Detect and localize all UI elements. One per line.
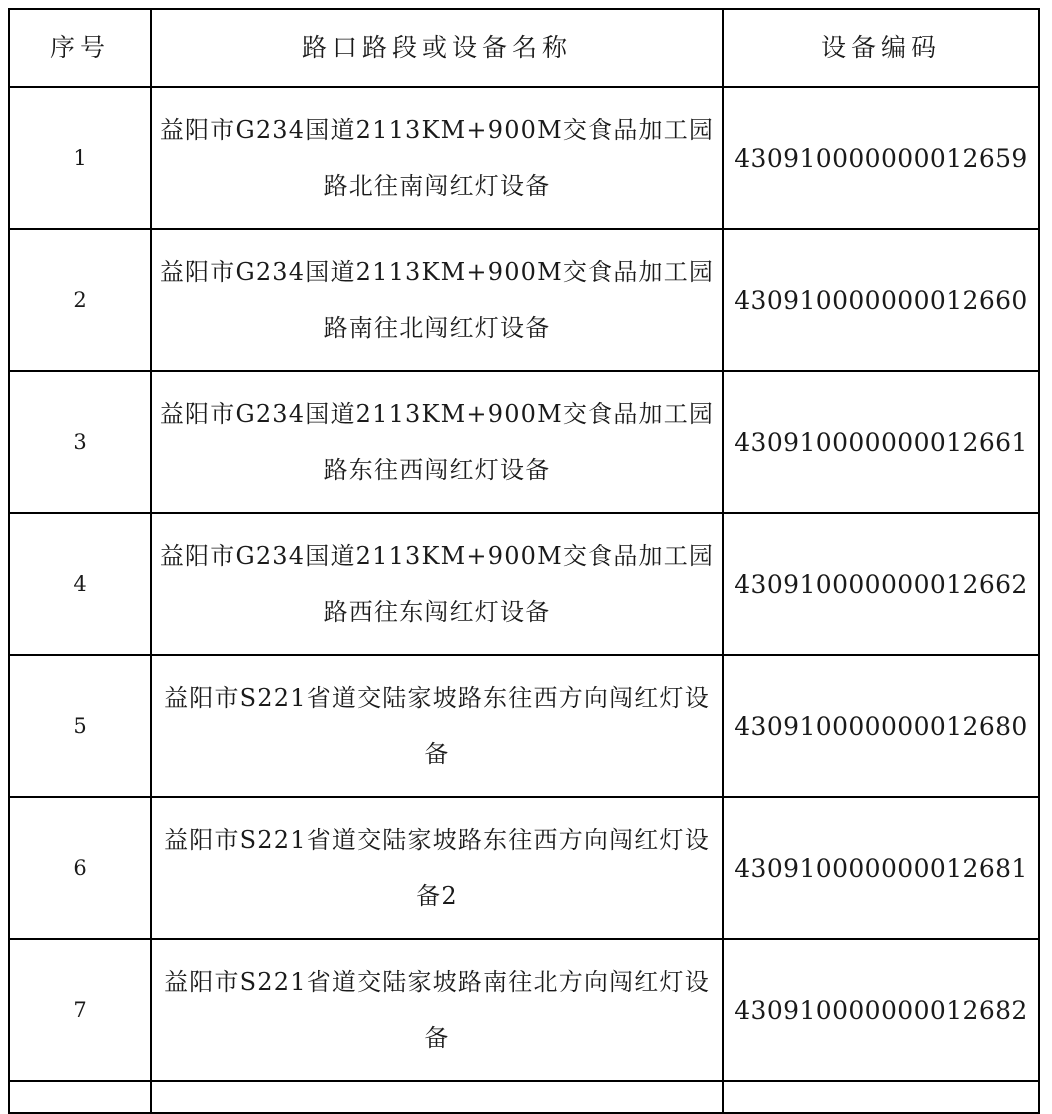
table-header-row: [9, 9, 1039, 87]
cell-code: 430910000000012661: [723, 371, 1039, 513]
column-header-code: 设备编码: [723, 9, 1039, 87]
cell-seq: 5: [9, 655, 151, 797]
table-row: [9, 1081, 1039, 1113]
table-row: [9, 513, 1039, 655]
column-header-seq: 序号: [9, 9, 151, 87]
table-row: [9, 939, 1039, 1081]
cell-name: 益阳市G234国道2113KM+900M交食品加工园路东往西闯红灯设备: [151, 371, 723, 513]
table-row: [9, 371, 1039, 513]
column-header-name: 路口路段或设备名称: [151, 9, 723, 87]
cell-name: 益阳市S221省道交陆家坡路东往西方向闯红灯设备: [151, 655, 723, 797]
cell-code: 430910000000012662: [723, 513, 1039, 655]
cell-code: 430910000000012659: [723, 87, 1039, 229]
table-row: [9, 797, 1039, 939]
cell-seq: 1: [9, 87, 151, 229]
cell-name: 益阳市S221省道交陆家坡路东往西方向闯红灯设备2: [151, 797, 723, 939]
table-row: [9, 87, 1039, 229]
table-row: [9, 655, 1039, 797]
cell-code: 430910000000012681: [723, 797, 1039, 939]
cell-name: [151, 1081, 723, 1113]
table-row: [9, 229, 1039, 371]
table-body: [9, 87, 1039, 1113]
cell-seq: 2: [9, 229, 151, 371]
cell-name: 益阳市S221省道交陆家坡路南往北方向闯红灯设备: [151, 939, 723, 1081]
cell-seq: [9, 1081, 151, 1113]
cell-seq: 6: [9, 797, 151, 939]
cell-seq: 3: [9, 371, 151, 513]
cell-code: [723, 1081, 1039, 1113]
cell-code: 430910000000012680: [723, 655, 1039, 797]
table-header: [9, 9, 1039, 87]
device-list-table: [8, 8, 1040, 1114]
cell-name: 益阳市G234国道2113KM+900M交食品加工园路西往东闯红灯设备: [151, 513, 723, 655]
cell-seq: 4: [9, 513, 151, 655]
cell-code: 430910000000012660: [723, 229, 1039, 371]
cell-seq: 7: [9, 939, 151, 1081]
cell-name: 益阳市G234国道2113KM+900M交食品加工园路南往北闯红灯设备: [151, 229, 723, 371]
cell-code: 430910000000012682: [723, 939, 1039, 1081]
cell-name: 益阳市G234国道2113KM+900M交食品加工园路北往南闯红灯设备: [151, 87, 723, 229]
